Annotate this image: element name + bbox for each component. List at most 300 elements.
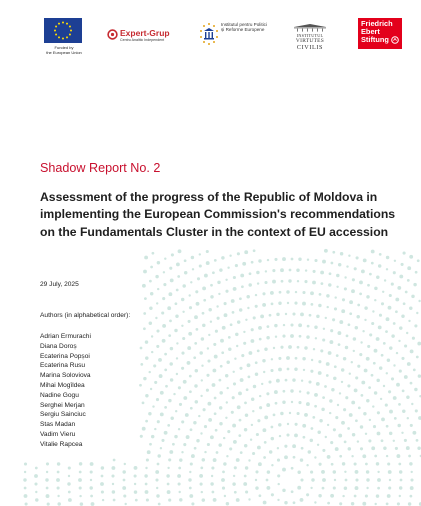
pattern-dot: [402, 390, 405, 393]
eu-flag-logo: [44, 18, 82, 43]
pattern-dot: [245, 490, 248, 493]
pattern-dot: [410, 486, 414, 490]
pattern-dot: [354, 495, 357, 498]
pattern-dot: [212, 383, 216, 387]
pattern-dot: [157, 463, 160, 466]
pattern-dot: [213, 343, 216, 346]
pattern-dot: [199, 253, 201, 255]
pattern-dot: [328, 283, 331, 286]
pattern-dot: [322, 449, 325, 452]
pattern-dot: [173, 393, 175, 395]
pattern-dot: [339, 320, 343, 324]
author-name: Marina Soloviova: [40, 372, 91, 380]
pattern-dot: [344, 471, 346, 473]
pattern-dot: [112, 490, 115, 493]
pattern-dot: [381, 439, 384, 442]
pattern-dot: [276, 313, 279, 316]
author-name: Stas Madan: [40, 421, 76, 429]
pattern-dot: [294, 367, 297, 370]
pattern-dot: [200, 467, 203, 470]
pattern-dot: [241, 285, 244, 288]
pattern-dot: [376, 275, 379, 278]
pattern-dot: [316, 382, 320, 386]
pattern-dot: [361, 381, 365, 385]
pattern-dot: [339, 502, 342, 505]
pattern-dot: [308, 380, 311, 383]
expert-grup-mark-icon: [107, 29, 118, 40]
pattern-dot: [275, 402, 278, 405]
pattern-dot: [302, 291, 305, 294]
pattern-dot: [320, 271, 324, 275]
pattern-dot: [368, 439, 371, 442]
pattern-dot: [161, 439, 164, 442]
pattern-dot: [158, 358, 162, 362]
ivc-logo: [290, 24, 330, 50]
pattern-dot: [142, 402, 145, 405]
pattern-dot: [380, 398, 382, 400]
pattern-dot: [278, 302, 281, 305]
pattern-dot: [263, 456, 266, 459]
pattern-dot: [164, 353, 167, 356]
pattern-dot: [170, 416, 173, 419]
pattern-dot: [290, 389, 293, 392]
pattern-dot: [210, 482, 213, 485]
pattern-dot: [68, 491, 71, 494]
pattern-dot: [169, 450, 173, 454]
pattern-dot: [168, 499, 171, 502]
pattern-dot: [200, 395, 202, 397]
pattern-dot: [148, 412, 151, 415]
author-name: Ecaterina Rusu: [40, 362, 86, 370]
pattern-dot: [409, 306, 412, 309]
pattern-dot: [389, 410, 393, 414]
pattern-dot: [67, 482, 70, 485]
pattern-dot: [135, 499, 138, 502]
pattern-dot: [202, 324, 205, 327]
pattern-dot: [125, 503, 127, 505]
pattern-dot: [155, 317, 157, 319]
pattern-dot: [389, 432, 392, 435]
pattern-dot: [276, 379, 280, 383]
pattern-dot: [303, 369, 305, 371]
pattern-dot: [313, 348, 315, 350]
pattern-dot: [179, 458, 182, 461]
pattern-dot: [310, 370, 313, 373]
expert-grup-logo: [107, 28, 177, 44]
pattern-dot: [57, 502, 60, 505]
pattern-dot: [301, 380, 303, 382]
pattern-dot: [345, 396, 348, 399]
pattern-dot: [170, 378, 173, 381]
pattern-dot: [184, 259, 187, 262]
pattern-dot: [369, 419, 371, 421]
pattern-dot: [204, 425, 207, 428]
pattern-dot: [272, 269, 275, 272]
pattern-dot: [338, 263, 341, 266]
pattern-dot: [366, 478, 369, 481]
pattern-dot: [169, 320, 172, 323]
pattern-dot: [338, 434, 342, 438]
pattern-dot: [188, 320, 191, 323]
pattern-dot: [272, 280, 276, 284]
pattern-dot: [149, 321, 152, 324]
pattern-dot: [340, 252, 343, 255]
pattern-dot: [412, 431, 416, 435]
pattern-dot: [382, 291, 384, 293]
pattern-dot: [331, 388, 334, 391]
pattern-dot: [371, 322, 374, 325]
pattern-dot: [265, 270, 267, 272]
pattern-dot: [407, 266, 411, 270]
pattern-dot: [299, 335, 302, 338]
pattern-dot: [289, 269, 292, 272]
pattern-dot: [213, 498, 217, 502]
pattern-dot: [404, 344, 407, 347]
pattern-dot: [229, 447, 232, 450]
pattern-dot: [295, 291, 297, 293]
pattern-dot: [68, 466, 71, 469]
pattern-dot: [344, 287, 347, 290]
pattern-dot: [111, 474, 114, 477]
pattern-dot: [389, 346, 392, 349]
pattern-dot: [374, 455, 377, 458]
pattern-dot: [153, 364, 156, 367]
pattern-dot: [221, 256, 224, 259]
pattern-dot: [306, 402, 310, 406]
report-number: Shadow Report No. 2: [40, 161, 161, 175]
pattern-dot: [407, 279, 410, 282]
pattern-dot: [377, 471, 379, 473]
pattern-dot: [238, 434, 241, 437]
pattern-dot: [327, 306, 329, 308]
author-name: Ecaterina Popșoi: [40, 352, 90, 360]
pattern-dot: [225, 290, 228, 293]
pattern-dot: [179, 491, 181, 493]
pattern-dot: [311, 427, 314, 430]
pattern-dot: [369, 273, 372, 276]
pattern-dot: [282, 489, 285, 492]
pattern-dot: [257, 446, 261, 450]
pattern-dot: [195, 290, 198, 293]
pattern-dot: [411, 295, 414, 298]
pattern-dot: [278, 357, 281, 360]
pattern-dot: [160, 447, 162, 449]
pattern-dot: [214, 259, 217, 262]
pattern-dot: [300, 478, 303, 481]
pattern-dot: [274, 390, 278, 394]
pattern-dot: [101, 490, 104, 493]
pattern-dot: [160, 391, 164, 395]
pattern-dot: [307, 325, 310, 328]
pattern-dot: [298, 257, 301, 260]
pattern-dot: [251, 328, 254, 331]
pattern-dot: [259, 406, 262, 409]
pattern-dot: [391, 334, 394, 337]
pattern-dot: [222, 487, 225, 490]
pattern-dot: [90, 462, 94, 466]
pattern-dot: [317, 430, 320, 433]
pattern-dot: [278, 368, 282, 372]
pattern-dot: [258, 326, 262, 330]
pattern-dot: [371, 250, 375, 254]
ivc-line-1: INSTITUTUL: [296, 33, 324, 38]
pattern-dot: [338, 343, 341, 346]
ivc-line-3: CIVILIS: [296, 44, 324, 51]
pattern-dot: [323, 328, 325, 330]
pattern-dot: [204, 274, 208, 278]
pattern-dot: [388, 486, 391, 489]
pattern-dot: [267, 470, 270, 473]
pattern-dot: [379, 253, 382, 256]
pattern-dot: [238, 391, 242, 395]
pattern-dot: [253, 385, 256, 388]
pattern-dot: [398, 340, 400, 342]
pattern-dot: [393, 364, 395, 366]
pattern-dot: [46, 471, 48, 473]
pattern-dot: [262, 359, 265, 362]
pattern-dot: [393, 440, 395, 442]
pattern-dot: [178, 249, 182, 253]
pattern-dot: [268, 380, 271, 383]
pattern-dot: [262, 303, 266, 307]
pattern-dot: [219, 422, 222, 425]
pattern-dot: [174, 435, 177, 438]
pattern-dot: [263, 501, 267, 505]
pattern-dot: [342, 462, 345, 465]
pattern-dot: [369, 333, 372, 336]
pattern-dot: [155, 470, 159, 474]
pattern-dot: [226, 502, 229, 505]
pattern-dot: [189, 306, 192, 309]
pattern-dot: [164, 258, 166, 260]
pattern-dot: [168, 292, 172, 296]
pattern-dot: [360, 341, 362, 343]
pattern-dot: [227, 387, 229, 389]
pattern-dot: [331, 463, 334, 466]
pattern-dot: [149, 443, 152, 446]
pattern-dot: [186, 435, 190, 439]
pattern-dot: [407, 417, 409, 419]
pattern-dot: [259, 338, 262, 341]
pattern-dot: [394, 260, 396, 262]
pattern-dot: [183, 443, 186, 446]
pattern-dot: [360, 425, 363, 428]
pattern-dot: [308, 450, 311, 453]
pattern-dot: [314, 259, 317, 262]
pattern-dot: [262, 292, 265, 295]
pattern-dot: [152, 252, 155, 255]
pattern-dot: [383, 447, 386, 450]
pattern-dot: [178, 386, 181, 389]
pattern-dot: [347, 384, 350, 387]
pattern-dot: [393, 322, 396, 325]
pattern-dot: [342, 495, 344, 497]
pattern-dot: [363, 258, 367, 262]
pattern-dot: [414, 388, 417, 391]
pattern-dot: [373, 425, 376, 428]
pattern-dot: [149, 280, 152, 283]
pattern-dot: [134, 466, 138, 470]
pattern-dot: [151, 435, 154, 438]
pattern-dot: [318, 304, 321, 307]
pattern-dot: [248, 459, 250, 461]
pattern-dot: [255, 470, 258, 473]
pattern-dot: [337, 331, 341, 335]
pattern-dot: [220, 365, 223, 368]
pattern-dot: [277, 447, 279, 449]
pattern-dot: [297, 280, 299, 282]
pattern-dot: [297, 471, 300, 474]
pattern-dot: [270, 291, 274, 295]
pattern-dot: [242, 262, 246, 266]
pattern-dot: [377, 478, 381, 482]
pattern-dot: [218, 443, 221, 446]
pattern-dot: [113, 459, 116, 462]
pattern-dot: [236, 498, 240, 502]
pattern-dot: [163, 271, 165, 273]
pattern-dot: [327, 502, 330, 505]
pattern-dot: [300, 458, 303, 461]
pattern-dot: [394, 417, 397, 420]
pattern-dot: [314, 405, 317, 408]
pattern-dot: [325, 436, 327, 438]
pattern-dot: [112, 483, 114, 485]
pattern-dot: [303, 436, 306, 439]
pattern-dot: [310, 471, 313, 474]
pattern-dot: [90, 495, 93, 498]
pattern-dot: [57, 495, 59, 497]
pattern-dot: [361, 394, 364, 397]
pattern-dot: [251, 397, 254, 400]
pattern-dot: [179, 403, 182, 406]
pattern-dot: [151, 351, 153, 353]
pattern-dot: [215, 330, 218, 333]
pattern-dot: [167, 483, 170, 486]
pattern-dot: [322, 338, 325, 341]
pattern-dot: [366, 295, 369, 298]
pattern-dot: [404, 375, 408, 379]
pattern-dot: [330, 441, 333, 444]
pattern-dot: [200, 432, 202, 434]
pattern-dot: [315, 337, 317, 339]
pattern-dot: [183, 396, 187, 400]
pattern-dot: [68, 475, 70, 477]
pattern-dot: [156, 494, 159, 497]
pattern-dot: [142, 284, 146, 288]
pattern-dot: [91, 502, 95, 506]
pattern-dot: [236, 345, 238, 347]
pattern-dot: [168, 334, 171, 337]
pattern-dot: [317, 444, 319, 446]
pattern-dot: [395, 310, 398, 313]
pattern-dot: [207, 359, 210, 362]
pattern-dot: [362, 502, 366, 506]
pattern-dot: [292, 312, 295, 315]
pattern-dot: [206, 389, 209, 392]
pattern-dot: [314, 325, 317, 328]
pattern-dot: [202, 286, 206, 290]
pattern-dot: [25, 502, 28, 505]
pattern-dot: [156, 398, 159, 401]
pattern-dot: [244, 250, 248, 254]
pattern-dot: [318, 371, 322, 375]
pattern-dot: [178, 482, 181, 485]
pattern-dot: [57, 462, 60, 465]
pattern-dot: [46, 462, 49, 465]
pattern-dot: [274, 258, 277, 261]
pattern-dot: [288, 345, 292, 349]
pattern-dot: [167, 490, 171, 494]
pattern-dot: [367, 284, 370, 287]
pattern-dot: [169, 362, 172, 365]
pattern-dot: [147, 450, 151, 454]
pattern-dot: [134, 483, 136, 485]
pattern-dot: [314, 501, 316, 503]
pattern-dot: [379, 314, 382, 317]
pattern-dot: [199, 474, 203, 478]
pattern-dot: [243, 331, 245, 333]
pattern-dot: [182, 284, 185, 287]
ipre-name: Institutul pentru Politici și Reforme Europene: [221, 22, 267, 33]
pattern-dot: [352, 433, 355, 436]
pattern-dot: [216, 305, 218, 307]
pattern-dot: [170, 278, 174, 282]
pattern-dot: [189, 294, 191, 296]
pattern-dot: [328, 351, 332, 355]
pattern-dot: [345, 479, 348, 482]
pattern-dot: [206, 374, 209, 377]
pattern-dot: [388, 390, 391, 393]
pattern-dot: [243, 482, 247, 486]
pattern-dot: [258, 259, 261, 262]
pattern-dot: [295, 423, 298, 426]
pattern-dot: [310, 291, 314, 295]
pattern-dot: [264, 281, 267, 284]
pattern-dot: [365, 433, 367, 435]
pattern-dot: [332, 318, 335, 321]
pattern-dot: [162, 324, 166, 328]
pattern-dot: [321, 408, 324, 411]
pattern-dot: [377, 432, 381, 436]
pattern-dot: [211, 466, 214, 469]
pattern-dot: [248, 498, 250, 500]
pattern-dot: [264, 347, 267, 350]
pattern-dot: [373, 362, 376, 365]
pattern-dot: [177, 474, 181, 478]
pattern-dot: [185, 413, 189, 417]
pattern-dot: [221, 478, 225, 482]
pattern-dot: [233, 382, 236, 385]
pattern-dot: [234, 358, 236, 360]
pattern-dot: [406, 396, 409, 399]
pattern-dot: [215, 429, 218, 432]
pattern-dot: [255, 305, 258, 308]
pattern-dot: [322, 396, 325, 399]
pattern-dot: [189, 390, 192, 393]
pattern-dot: [113, 499, 116, 502]
pattern-dot: [406, 332, 408, 334]
pattern-dot: [189, 471, 191, 473]
pattern-dot: [285, 379, 288, 382]
pattern-dot: [321, 470, 325, 474]
pattern-dot: [192, 268, 194, 270]
pattern-dot: [318, 494, 321, 497]
pattern-dot: [225, 374, 228, 377]
ipre-building-icon: [199, 22, 219, 46]
pattern-dot: [288, 279, 291, 282]
pattern-dot: [386, 372, 388, 374]
pattern-dot: [403, 302, 406, 305]
